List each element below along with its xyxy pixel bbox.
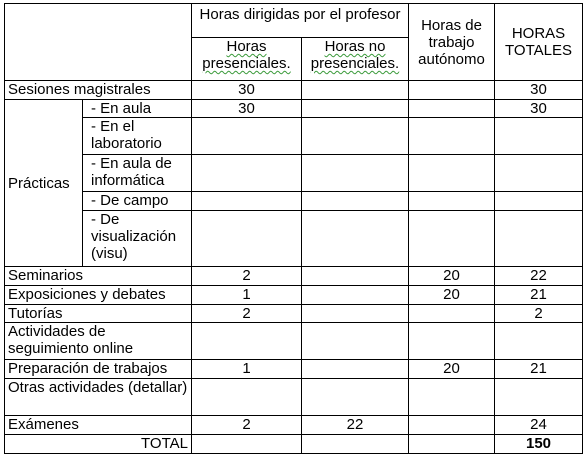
row-label: - De campo xyxy=(83,192,192,211)
header-dirigidas: Horas dirigidas por el profesor xyxy=(192,4,409,38)
cell-presenciales: 2 xyxy=(192,305,302,323)
cell-total: 21 xyxy=(495,360,583,379)
table-row xyxy=(5,267,583,286)
table-row xyxy=(5,81,583,100)
cell-total: 30 xyxy=(495,100,583,118)
cell-presenciales xyxy=(192,323,302,360)
cell-no-presenciales xyxy=(302,118,409,155)
table-row xyxy=(5,100,583,118)
cell-no-presenciales xyxy=(302,267,409,286)
grand-total: 150 xyxy=(495,435,583,454)
cell-autonomo xyxy=(409,211,495,267)
cell-autonomo xyxy=(409,323,495,360)
table-row xyxy=(5,323,583,360)
cell-autonomo: 20 xyxy=(409,286,495,305)
cell-no-presenciales xyxy=(302,211,409,267)
row-label: Sesiones magistrales xyxy=(5,81,192,100)
cell-autonomo xyxy=(409,305,495,323)
cell-total xyxy=(495,211,583,267)
header-no-presenciales: Horas no presenciales. xyxy=(310,38,400,72)
row-label: Exposiciones y debates xyxy=(5,286,192,305)
cell-total xyxy=(495,118,583,155)
cell-no-presenciales xyxy=(302,379,409,416)
table-row xyxy=(5,286,583,305)
header-autonomo: Horas de trabajo autónomo xyxy=(409,4,495,81)
cell-autonomo xyxy=(409,379,495,416)
cell-total: 24 xyxy=(495,416,583,435)
cell-total: 30 xyxy=(495,81,583,100)
cell-total: 21 xyxy=(495,286,583,305)
table-row xyxy=(5,211,583,267)
cell-autonomo xyxy=(409,118,495,155)
cell-presenciales xyxy=(192,155,302,192)
cell-no-presenciales xyxy=(302,323,409,360)
cell-autonomo xyxy=(409,192,495,211)
cell-autonomo: 20 xyxy=(409,267,495,286)
row-label: Exámenes xyxy=(5,416,192,435)
row-label: Tutorías xyxy=(5,305,192,323)
row-label: Actividades de seguimiento online xyxy=(5,323,192,360)
header-empty-cell xyxy=(5,4,192,81)
table-row xyxy=(5,192,583,211)
header-totales: HORAS TOTALES xyxy=(495,4,583,81)
row-label: - En aula xyxy=(83,100,192,118)
cell-autonomo xyxy=(409,100,495,118)
total-empty-cell xyxy=(192,435,302,454)
cell-no-presenciales xyxy=(302,305,409,323)
cell-total: 2 xyxy=(495,305,583,323)
cell-presenciales xyxy=(192,211,302,267)
cell-total xyxy=(495,155,583,192)
total-label: TOTAL xyxy=(5,435,192,454)
cell-autonomo: 20 xyxy=(409,360,495,379)
practicas-label: Prácticas xyxy=(5,100,83,267)
table-row xyxy=(5,360,583,379)
row-label: Otras actividades (detallar) xyxy=(5,379,192,416)
row-label: - De visualización (visu) xyxy=(83,211,192,267)
total-row xyxy=(5,435,583,454)
cell-no-presenciales xyxy=(302,100,409,118)
row-label: Preparación de trabajos xyxy=(5,360,192,379)
cell-no-presenciales xyxy=(302,155,409,192)
cell-presenciales xyxy=(192,192,302,211)
cell-presenciales: 30 xyxy=(192,100,302,118)
cell-autonomo xyxy=(409,81,495,100)
cell-no-presenciales xyxy=(302,360,409,379)
cell-presenciales: 30 xyxy=(192,81,302,100)
cell-total xyxy=(495,323,583,360)
hours-table xyxy=(4,3,583,454)
cell-total xyxy=(495,379,583,416)
cell-presenciales xyxy=(192,118,302,155)
row-label: Seminarios xyxy=(5,267,192,286)
table-row xyxy=(5,155,583,192)
row-label: - En el laboratorio xyxy=(83,118,192,155)
cell-presenciales: 1 xyxy=(192,360,302,379)
cell-no-presenciales xyxy=(302,81,409,100)
cell-no-presenciales: 22 xyxy=(302,416,409,435)
total-empty-cell xyxy=(409,435,495,454)
cell-total: 22 xyxy=(495,267,583,286)
cell-presenciales: 2 xyxy=(192,416,302,435)
cell-presenciales xyxy=(192,379,302,416)
cell-no-presenciales xyxy=(302,286,409,305)
table-row xyxy=(5,305,583,323)
cell-autonomo xyxy=(409,155,495,192)
table-row xyxy=(5,379,583,416)
cell-no-presenciales xyxy=(302,192,409,211)
cell-autonomo xyxy=(409,416,495,435)
table-row xyxy=(5,118,583,155)
cell-total xyxy=(495,192,583,211)
header-presenciales: Horas presenciales. xyxy=(202,38,291,72)
cell-presenciales: 1 xyxy=(192,286,302,305)
total-empty-cell xyxy=(302,435,409,454)
row-label: - En aula de informática xyxy=(83,155,192,192)
cell-presenciales: 2 xyxy=(192,267,302,286)
table-row xyxy=(5,416,583,435)
